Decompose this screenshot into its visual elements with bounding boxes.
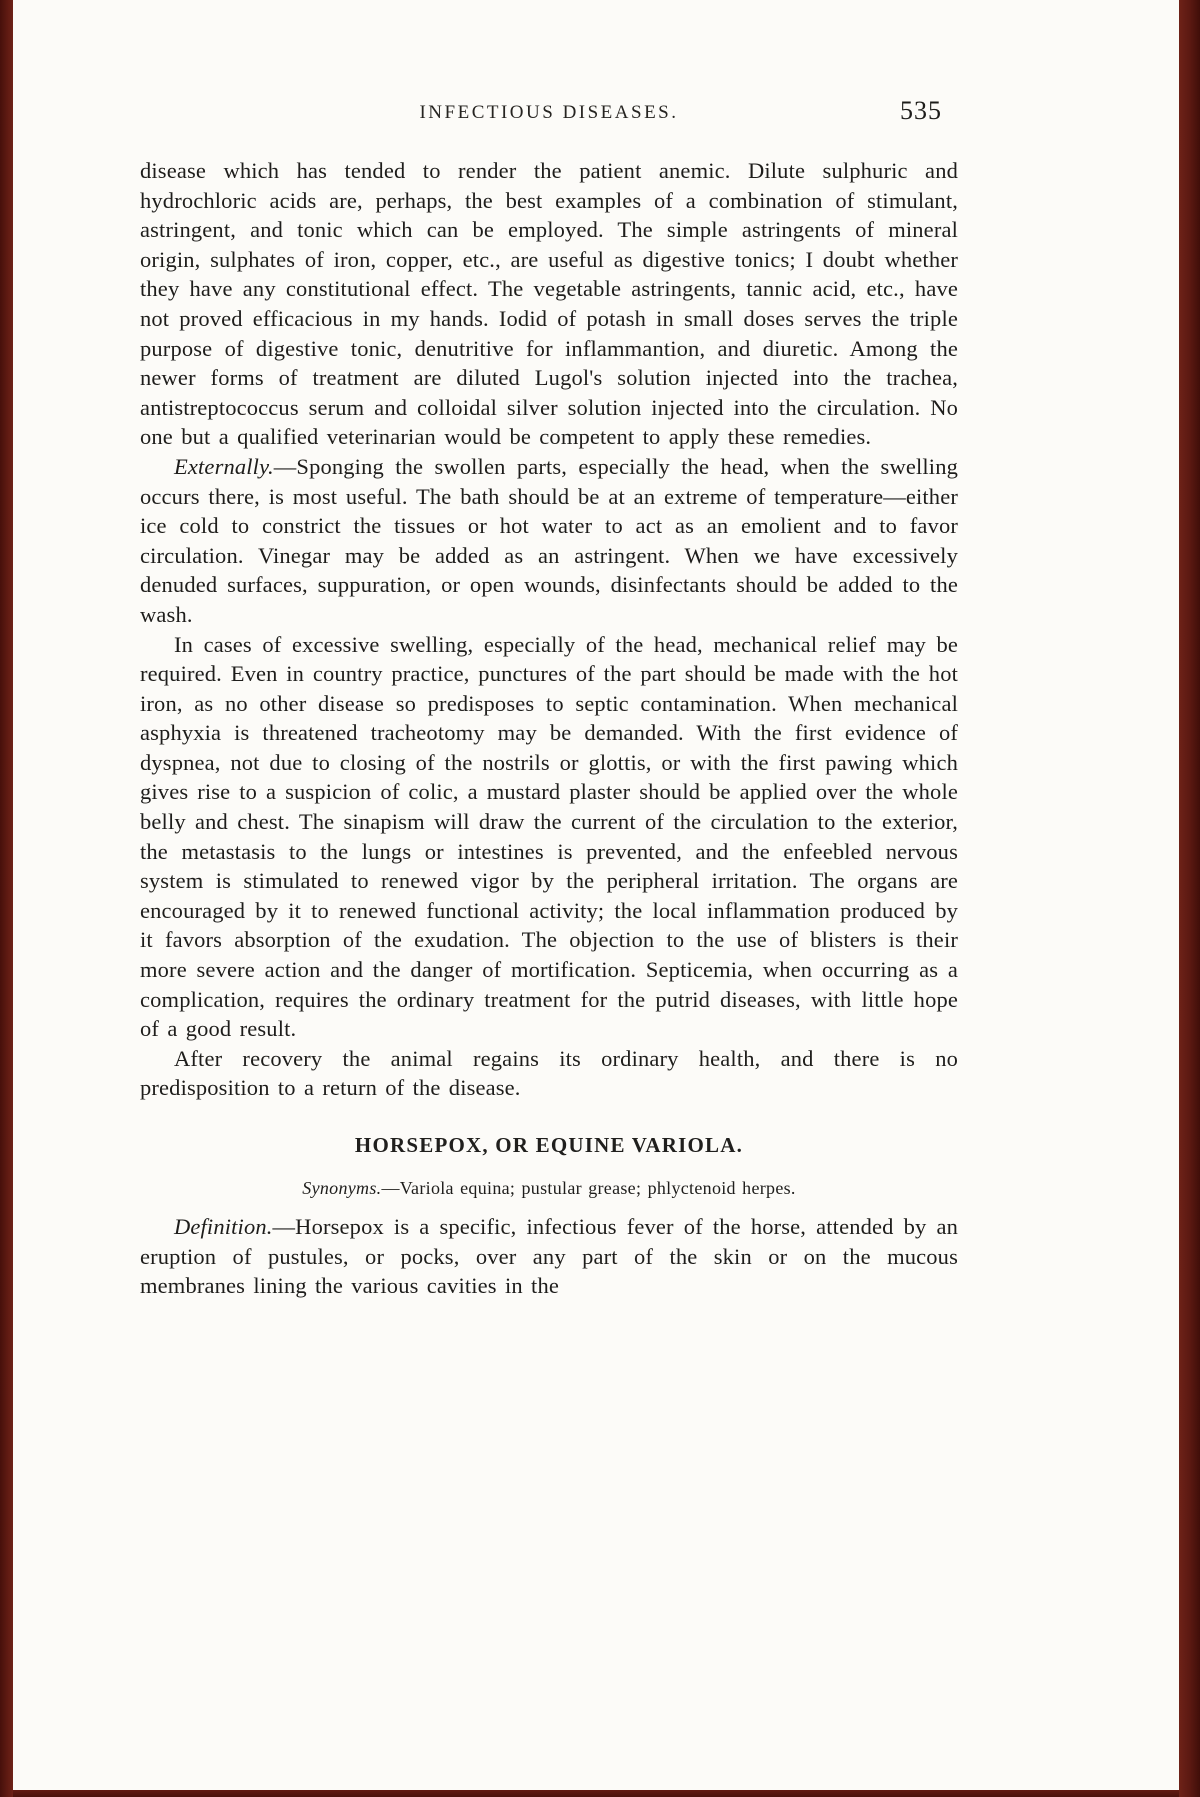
paragraph [140,156,958,452]
synonyms-lead: Synonyms. [302,1178,382,1198]
page-edge-left [0,0,13,1797]
running-title: INFECTIOUS DISEASES. [419,102,679,123]
running-header [140,96,958,132]
paragraph [140,1044,958,1103]
paragraph-text: —Sponging the swollen parts, especially the head, when the swelling occurs there, is most useful. The bath should be at an extreme of temperature—either ice cold to constrict the tissues or hot water to act as an emolient and to favor circulation. Vinegar may be added as an astringent. When we have excessively denuded surfaces, suppuration, or open wounds, disinfectants should be added to the wash. [140,453,958,627]
synonyms-text: —Variola equina; pustular grease; phlyctenoid herpes. [381,1178,796,1198]
page-content [140,0,958,1301]
section-heading: HORSEPOX, OR EQUINE VARIOLA. [354,1133,744,1157]
paragraph-text: disease which has tended to render the patient anemic. Dilute sulphuric and hydrochloric acids are, perhaps, the best examples of a combination of stimulant, astringent, and tonic which can be employed. The simple astringents of mineral origin, sulphates of iron, copper, etc., are useful as digestive tonics; I doubt whether they have any constitutional effect. The vegetable astringents, tannic acid, etc., have not proved efficacious in my hands. Iodid of potash in small doses serves the triple purpose of digestive tonic, denutritive for inflammantion, and diuretic. Among the newer forms of treatment are diluted Lugol's solution injected into the trachea, antistreptococcus serum and colloidal silver solution injected into the circulation. No one but a qualified veterinarian would be competent to apply these remedies. [140,158,958,450]
paragraph-text: In cases of excessive swelling, especially of the head, mechanical relief may be required. Even in country practice, punctures of the part should be made with the hot iron, as no other disease so predisposes to septic contamination. When mechanical asphyxia is threatened tracheotomy may be demanded. With the first evidence of dyspnea, not due to closing of the nostrils or glottis, or with the first pawing which gives rise to a suspicion of colic, a mustard plaster should be applied over the whole belly and chest. The sinapism will draw the current of the circulation to the exterior, the metastasis to the lungs or intestines is prevented, and the enfeebled nervous system is stimulated to renewed vigor by the peripheral irritation. The organs are encouraged by it to renewed functional activity; the local inflammation produced by it favors absorption of the exudation. The objection to the use of blisters is their more severe action and the danger of mortification. Septicemia, when occurring as a complication, requires the ordinary treatment for the putrid diseases, with little hope of a good result. [140,631,958,1042]
paragraph [140,630,958,1044]
definition-lead: Definition. [174,1214,273,1239]
page-number: 535 [900,96,942,125]
paragraph-lead: Externally. [174,453,274,479]
paragraph [140,452,958,630]
synonyms-line [140,1176,958,1200]
page-edge-bottom [0,1790,1200,1797]
definition-paragraph [140,1212,958,1301]
paragraph-text: After recovery the animal regains its ordinary health, and there is no predisposition to a return of the disease. [140,1045,958,1101]
page-edge-right [1179,0,1200,1797]
definition-text: —Horsepox is a specific, infectious fever of the horse, attended by an eruption of pustules, or pocks, over any part of the skin or on the mucous membranes lining the various cavities in the [140,1214,958,1299]
